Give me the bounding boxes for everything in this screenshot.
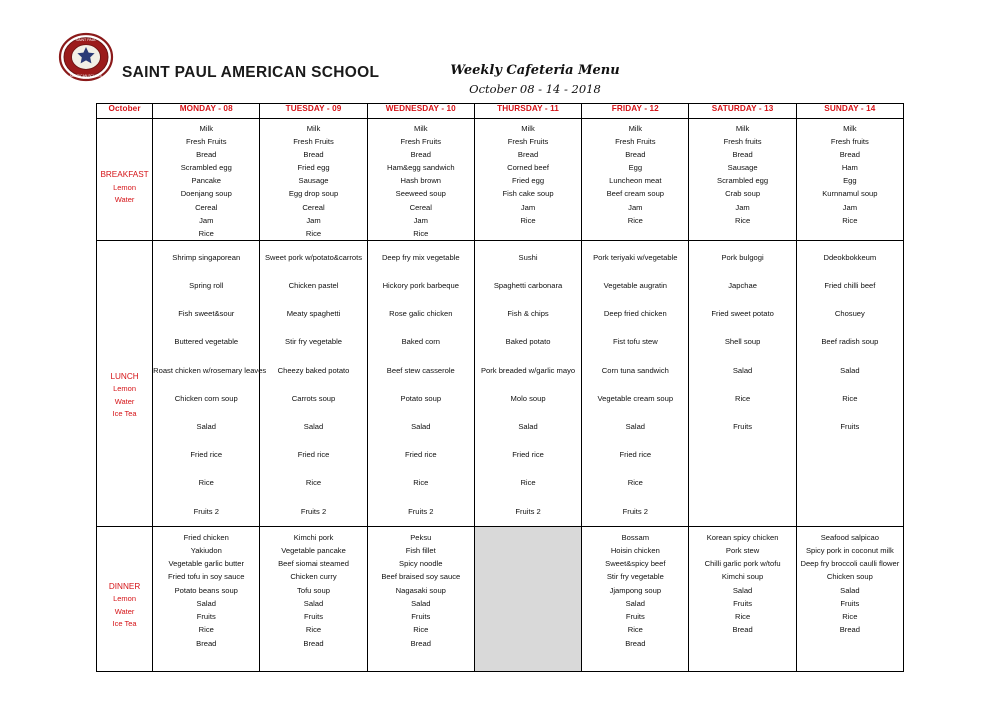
menu-item: Crab soup — [725, 189, 761, 199]
menu-item: Bossam — [621, 532, 650, 542]
menu-item: Rice — [520, 478, 536, 488]
table-row-lunch — [97, 240, 904, 526]
menu-item: Bread — [196, 638, 217, 648]
meal-label-breakfast-main: BREAKFAST — [100, 170, 149, 179]
menu-item: Corn tuna sandwich — [601, 365, 669, 375]
column-header-sunday: SUNDAY - 14 — [796, 104, 903, 119]
menu-item: Rice — [198, 228, 214, 238]
cell-breakfast-wednesday — [367, 119, 474, 241]
meal-label-dinner-sub-0: Lemon — [113, 594, 137, 604]
menu-item: Pork breaded w/garlic mayo — [480, 365, 576, 375]
menu-item: Fruits 2 — [193, 506, 219, 516]
menu-item: Ham&egg sandwich — [387, 163, 455, 173]
cell-lunch-thursday — [474, 240, 581, 526]
menu-item: Jam — [306, 215, 321, 225]
menu-item: Salad — [303, 422, 324, 432]
menu-item: Rice — [413, 625, 429, 635]
menu-item: Salad — [518, 422, 538, 432]
menu-item: Rice — [842, 215, 858, 225]
meal-label-lunch-sub-0: Lemon — [113, 384, 137, 394]
cell-dinner-monday — [153, 526, 260, 671]
menu-item: Salad — [625, 422, 646, 432]
menu-item: Jam — [842, 202, 858, 212]
menu-item: Bread — [303, 638, 324, 648]
menu-date-range: October 08 - 14 - 2018 — [469, 82, 601, 96]
menu-item: Rice — [734, 393, 751, 403]
menu-item: Vegetable augratin — [603, 281, 667, 291]
menu-item: Spicy pork in coconut milk — [805, 546, 894, 556]
menu-item: Bread — [303, 150, 324, 160]
menu-item: Pork teriyaki w/vegetable — [593, 252, 678, 262]
menu-item: Fried rice — [190, 450, 223, 460]
menu-item: Fruits — [733, 598, 753, 608]
menu-item: Spring roll — [189, 281, 224, 291]
menu-item: Bread — [517, 150, 539, 160]
menu-item: Stir fry vegetable — [606, 572, 664, 582]
weekly-menu-table — [96, 103, 904, 672]
menu-item: Salad — [840, 365, 860, 375]
cell-dinner-thursday — [474, 526, 581, 671]
menu-item: Hickory pork barbeque — [382, 281, 459, 291]
meal-label-dinner-sub-1: Water — [114, 606, 135, 616]
menu-item: Salad — [732, 365, 753, 375]
cell-lunch-sunday — [796, 240, 903, 526]
menu-item: Kimchi pork — [293, 532, 334, 542]
menu-item: Fish fillet — [405, 546, 436, 556]
cell-breakfast-monday — [153, 119, 260, 241]
column-header-saturday: SATURDAY - 13 — [689, 104, 796, 119]
menu-item: Baked potato — [505, 337, 551, 347]
menu-item: Fresh fruits — [830, 137, 869, 147]
menu-item: Fruits — [840, 422, 860, 432]
menu-item: Ddeokbokkeum — [823, 252, 877, 262]
menu-item: Chilli garlic pork w/tofu — [704, 559, 781, 569]
column-header-monday: MONDAY - 08 — [153, 104, 260, 119]
menu-item: Fried sweet potato — [711, 309, 774, 319]
menu-item: Salad — [411, 422, 431, 432]
menu-item: Egg — [843, 176, 857, 186]
menu-item: Rice — [627, 478, 643, 488]
menu-item: Salad — [196, 422, 216, 432]
menu-item: Fresh Fruits — [293, 137, 334, 147]
menu-item: Shrimp singaporean — [172, 252, 241, 262]
menu-item: Fried rice — [512, 450, 544, 460]
menu-item: Luncheon meat — [609, 176, 662, 186]
meal-label-dinner — [97, 526, 153, 671]
menu-item: Rice — [413, 478, 429, 488]
menu-item: Milk — [628, 124, 643, 133]
menu-item: Sweet pork w/potato&carrots — [264, 252, 363, 262]
menu-item: Rose galic chicken — [389, 309, 453, 319]
meal-label-dinner-sub-2: Ice Tea — [112, 619, 137, 629]
menu-item: Egg — [628, 163, 643, 173]
cell-breakfast-saturday — [689, 119, 796, 241]
cell-dinner-friday — [582, 526, 689, 671]
meal-label-breakfast — [97, 119, 153, 241]
menu-item: Sausage — [298, 176, 329, 186]
menu-item: Jjampong soup — [609, 585, 662, 595]
meal-label-breakfast-sub-0: Lemon — [113, 182, 137, 192]
menu-item: Nagasaki soup — [395, 585, 446, 595]
menu-item: Jam — [413, 215, 428, 225]
menu-item: Cereal — [409, 202, 432, 212]
cell-dinner-saturday — [689, 526, 796, 671]
menu-item: Fruits — [840, 598, 860, 608]
column-header-month: October — [97, 104, 153, 119]
menu-item: Beef siomai steamed — [278, 559, 349, 569]
menu-item: Milk — [521, 124, 535, 133]
meal-label-dinner-main: DINNER — [108, 581, 141, 591]
meal-label-lunch — [97, 240, 153, 526]
menu-item: Corned beef — [507, 163, 549, 173]
menu-item: Sausage — [727, 163, 758, 173]
cell-dinner-tuesday — [260, 526, 367, 671]
menu-item: Fried rice — [619, 450, 652, 460]
menu-item: Chicken soup — [826, 572, 873, 582]
cell-breakfast-sunday — [796, 119, 903, 241]
menu-item: Molo soup — [510, 393, 546, 403]
menu-item: Fried tofu in soy sauce — [168, 572, 245, 582]
menu-item: Fresh Fruits — [186, 137, 227, 147]
menu-item: Baked corn — [401, 337, 440, 347]
menu-item: Tofu soup — [297, 585, 330, 595]
menu-item: Hoisin chicken — [610, 546, 660, 556]
menu-item: Rice — [734, 612, 751, 622]
svg-text:AMERICAN SCHOOL: AMERICAN SCHOOL — [69, 74, 103, 78]
cell-breakfast-tuesday — [260, 119, 367, 241]
menu-item: Chicken curry — [290, 572, 337, 582]
school-name: SAINT PAUL AMERICAN SCHOOL — [122, 64, 380, 81]
menu-item: Fried rice — [404, 450, 437, 460]
menu-item: Scrambled egg — [717, 176, 769, 186]
menu-item: Fresh Fruits — [615, 137, 656, 147]
menu-item: Salad — [303, 598, 324, 608]
menu-item: Pork stew — [725, 546, 760, 556]
menu-item: Stir fry vegetable — [285, 337, 343, 347]
menu-item: Spicy noodle — [399, 559, 443, 569]
menu-item: Salad — [196, 598, 216, 608]
menu-item: Bread — [732, 150, 753, 160]
menu-item: Deep fry mix vegetable — [381, 252, 460, 262]
menu-item: Meaty spaghetti — [286, 309, 341, 319]
menu-item: Beef radish soup — [821, 337, 879, 347]
menu-item: Cheezy baked potato — [277, 365, 350, 375]
menu-item: Milk — [199, 124, 213, 133]
menu-item: Rice — [627, 215, 643, 225]
cell-lunch-wednesday — [367, 240, 474, 526]
menu-item: Rice — [305, 228, 322, 238]
column-header-friday: FRIDAY - 12 — [582, 104, 689, 119]
table-row-dinner — [97, 526, 904, 671]
menu-item: Salad — [840, 585, 860, 595]
menu-item: Bread — [839, 150, 860, 160]
menu-item: Bread — [196, 150, 217, 160]
menu-item: Korean spicy chicken — [706, 532, 779, 542]
menu-item: Chosuey — [834, 309, 865, 319]
menu-item: Kimchi soup — [721, 572, 764, 582]
menu-item: Jam — [735, 202, 750, 212]
menu-item: Sweet&spicy beef — [605, 559, 666, 569]
menu-item: Fried chilli beef — [824, 281, 876, 291]
menu-item: Fresh fruits — [723, 137, 762, 147]
menu-item: Buttered vegetable — [174, 337, 239, 347]
menu-item: Milk — [735, 124, 750, 133]
menu-item: Beef stew casserole — [386, 365, 455, 375]
menu-item: Peksu — [410, 532, 432, 542]
column-header-wednesday: WEDNESDAY - 10 — [367, 104, 474, 119]
cell-lunch-tuesday — [260, 240, 367, 526]
menu-item: Shell soup — [724, 337, 761, 347]
cell-dinner-sunday — [796, 526, 903, 671]
menu-item: Fruits 2 — [300, 506, 327, 516]
menu-item: Rice — [842, 393, 858, 403]
menu-item: Milk — [414, 124, 428, 133]
menu-item: Deep fry broccoli caulli flower — [800, 559, 900, 569]
menu-item: Fried chicken — [183, 532, 229, 542]
menu-item: Vegetable cream soup — [597, 393, 674, 403]
menu-item: Fruits — [411, 612, 431, 622]
meal-label-lunch-sub-2: Ice Tea — [112, 409, 137, 419]
menu-item: Bread — [625, 150, 646, 160]
cell-dinner-wednesday — [367, 526, 474, 671]
meal-label-lunch-main: LUNCH — [110, 371, 139, 381]
menu-item: Kurnnamul soup — [822, 189, 878, 199]
menu-item: Fresh Fruits — [507, 137, 549, 147]
menu-item: Fish cake soup — [502, 189, 554, 199]
menu-item: Vegetable garlic butter — [168, 559, 245, 569]
column-header-tuesday: TUESDAY - 09 — [260, 104, 367, 119]
menu-item: Rice — [198, 625, 214, 635]
meal-label-breakfast-sub-1: Water — [114, 195, 135, 204]
menu-item: Fried rice — [297, 450, 330, 460]
menu-item: Carrots soup — [291, 393, 336, 403]
menu-item: Rice — [842, 612, 858, 622]
menu-item: Rice — [305, 478, 322, 488]
menu-item: Fist tofu stew — [612, 337, 658, 347]
menu-item: Fruits — [196, 612, 216, 622]
cell-lunch-monday — [153, 240, 267, 526]
menu-item: Bread — [625, 638, 646, 648]
menu-item: Doenjang soup — [180, 189, 232, 199]
menu-item: Bread — [410, 150, 431, 160]
table-row-breakfast — [97, 119, 904, 241]
cell-breakfast-thursday — [474, 119, 581, 241]
menu-item: Bread — [839, 625, 860, 635]
menu-item: Jam — [628, 202, 643, 212]
menu-item: Cereal — [302, 202, 325, 212]
menu-item: Vegetable pancake — [281, 546, 346, 556]
menu-item: Fruits 2 — [408, 506, 434, 516]
menu-item: Salad — [625, 598, 646, 608]
cell-lunch-friday — [582, 240, 689, 526]
menu-item: Salad — [732, 585, 753, 595]
menu-item: Cereal — [195, 202, 218, 212]
menu-item: Chicken corn soup — [174, 393, 238, 403]
menu-title: Weekly Cafeteria Menu — [450, 63, 620, 78]
menu-item: Milk — [843, 124, 857, 133]
menu-item: Bread — [410, 638, 431, 648]
meal-label-lunch-sub-1: Water — [114, 396, 135, 406]
menu-item: Fruits 2 — [622, 506, 648, 516]
menu-item: Hash brown — [400, 176, 442, 186]
menu-item: Fish & chips — [507, 309, 549, 319]
menu-item: Rice — [413, 228, 429, 238]
menu-item: Rice — [305, 625, 322, 635]
menu-item: Beef braised soy sauce — [381, 572, 461, 582]
document-header — [0, 22, 1000, 96]
menu-item: Fruits — [304, 612, 324, 622]
table-header-row — [97, 104, 904, 119]
menu-item: Seafood salpicao — [820, 532, 879, 542]
menu-item: Jam — [199, 215, 214, 225]
menu-item: Salad — [411, 598, 431, 608]
menu-item: Rice — [520, 215, 536, 225]
menu-item: Beef cream soup — [606, 189, 665, 199]
menu-item: Bread — [732, 625, 753, 635]
menu-item: Fruits 2 — [515, 506, 541, 516]
menu-item: Ham — [841, 163, 858, 173]
menu-item: Fish sweet&sour — [178, 309, 235, 319]
menu-item: Spaghetti carbonara — [493, 281, 563, 291]
menu-item: Fried egg — [512, 176, 545, 186]
menu-item: Pancake — [191, 176, 222, 186]
menu-item: Fresh Fruits — [400, 137, 442, 147]
menu-item: Seeweed soup — [395, 189, 446, 199]
menu-item: Fruits — [625, 612, 645, 622]
cell-lunch-saturday — [689, 240, 796, 526]
menu-item: Egg drop soup — [288, 189, 339, 199]
column-header-thursday: THURSDAY - 11 — [474, 104, 581, 119]
menu-item: Milk — [306, 124, 321, 133]
menu-item: Pork bulgogi — [721, 252, 764, 262]
menu-item: Potato beans soup — [174, 585, 238, 595]
menu-item: Roast chicken w/rosemary leaves — [153, 365, 267, 375]
menu-item: Chicken pastel — [288, 281, 339, 291]
menu-item: Yakiudon — [190, 546, 222, 556]
menu-item: Rice — [627, 625, 643, 635]
menu-item: Japchae — [728, 281, 757, 291]
menu-item: Scrambled egg — [180, 163, 232, 173]
menu-item: Jam — [520, 202, 536, 212]
menu-item: Sushi — [518, 252, 538, 262]
menu-item: Rice — [198, 478, 214, 488]
menu-item: Potato soup — [400, 393, 442, 403]
cell-breakfast-friday — [582, 119, 689, 241]
menu-item: Rice — [734, 215, 751, 225]
menu-item: Deep fried chicken — [603, 309, 667, 319]
svg-text:SAINT PAUL: SAINT PAUL — [75, 38, 97, 42]
menu-item: Fruits — [733, 422, 753, 432]
menu-item: Fried egg — [297, 163, 330, 173]
